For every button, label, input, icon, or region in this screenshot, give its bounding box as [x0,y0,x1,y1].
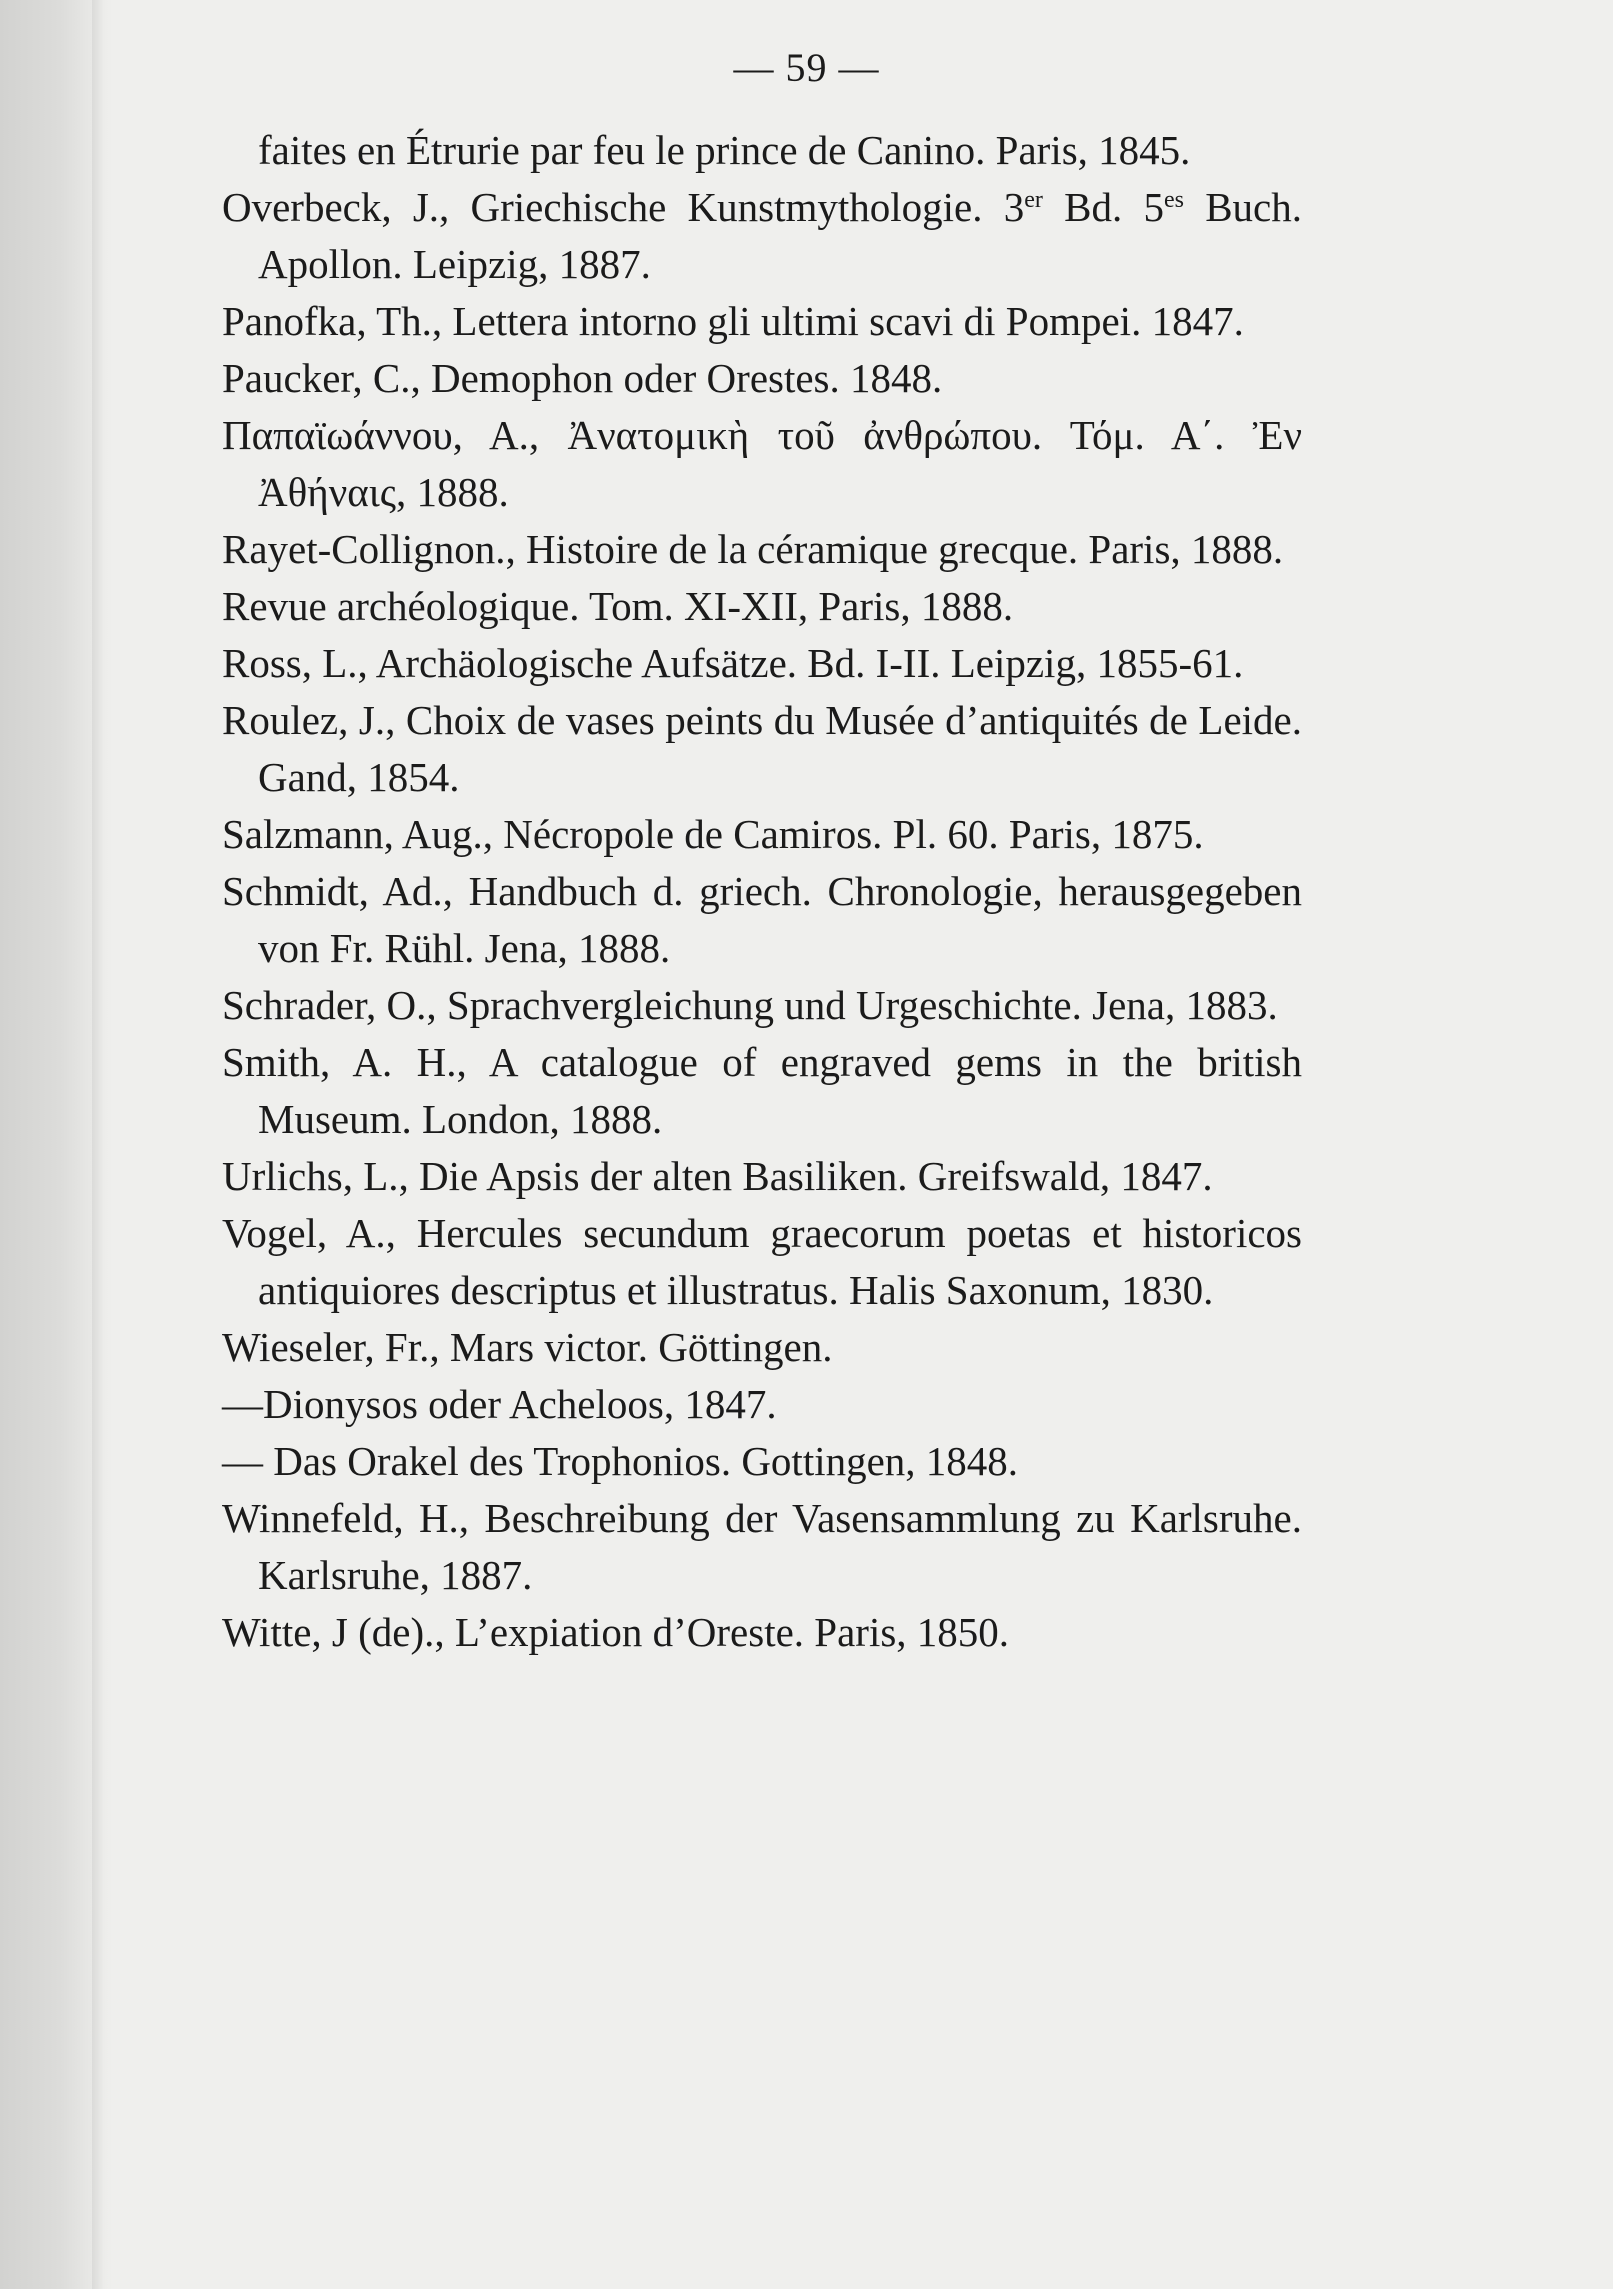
bibliography-entry [222,179,1302,293]
bibliography-entry: faites en Étrurie par feu le prince de Canino. Paris, 1845. [258,127,1191,173]
bibliography-entry: Schrader, O., Sprachvergleichung und Urgeschichte. Jena, 1883. [222,982,1278,1028]
bibliography-entry: Paucker, C., Demophon oder Orestes. 1848. [222,355,943,401]
bibliography-list [222,122,1302,1661]
bibliography-entry: Urlichs, L., Die Apsis der alten Basiliken. Greifswald, 1847. [222,1153,1213,1199]
bibliography-entry: Ross, L., Archäologische Aufsätze. Bd. I-II. Leipzig, 1855-61. [222,640,1244,686]
entry-text: Bd. 5 [1042,184,1164,230]
bibliography-entry: Rayet-Collignon., Histoire de la céramique grecque. Paris, 1888. [222,526,1284,572]
superscript: er [1024,187,1043,213]
bibliography-entry: Witte, J (de)., L’expiation d’Oreste. Paris, 1850. [222,1609,1010,1655]
bibliography-entry: Smith, A. H., A catalogue of engraved gems in the british Museum. London, 1888. [222,1039,1302,1142]
page-binding-shadow [92,0,104,2289]
bibliography-entry: Wieseler, Fr., Mars victor. Göttingen. [222,1324,833,1370]
entry-text: Buch. Apollon. Leipzig, 1887. [258,184,1302,287]
bibliography-entry: Roulez, J., Choix de vases peints du Musée d’antiquités de Leide. Gand, 1854. [222,697,1302,800]
bibliography-entry: Winnefeld, H., Beschreibung der Vasensammlung zu Karlsruhe. Karlsruhe, 1887. [222,1495,1302,1598]
superscript: es [1163,187,1184,213]
bibliography-entry: Panofka, Th., Lettera intorno gli ultimi scavi di Pompei. 1847. [222,298,1244,344]
bibliography-entry: Revue archéologique. Tom. XI-XII, Paris, 1888. [222,583,1014,629]
bibliography-entry: Παπαϊωάννου, Α., Ἀνατομικὴ τοῦ ἀνθρώπου. Τόμ. Α΄. Ἐν Ἀθήναις, 1888. [222,412,1302,515]
bibliography-entry: Vogel, A., Hercules secundum graecorum poetas et historicos antiquiores descriptus et illustratus. Halis Saxonum, 1830. [222,1210,1302,1313]
bibliography-entry: Schmidt, Ad., Handbuch d. griech. Chronologie, herausgegeben von Fr. Rühl. Jena, 1888. [222,868,1302,971]
bibliography-entry: Salzmann, Aug., Nécropole de Camiros. Pl. 60. Paris, 1875. [222,811,1204,857]
bibliography-entry: —Dionysos oder Acheloos, 1847. [222,1381,777,1427]
page-number: — 59 — [733,45,880,90]
entry-text: Overbeck, J., Griechische Kunstmythologie. 3 [222,184,1025,230]
bibliography-entry: — Das Orakel des Trophonios. Gottingen, 1848. [222,1438,1019,1484]
